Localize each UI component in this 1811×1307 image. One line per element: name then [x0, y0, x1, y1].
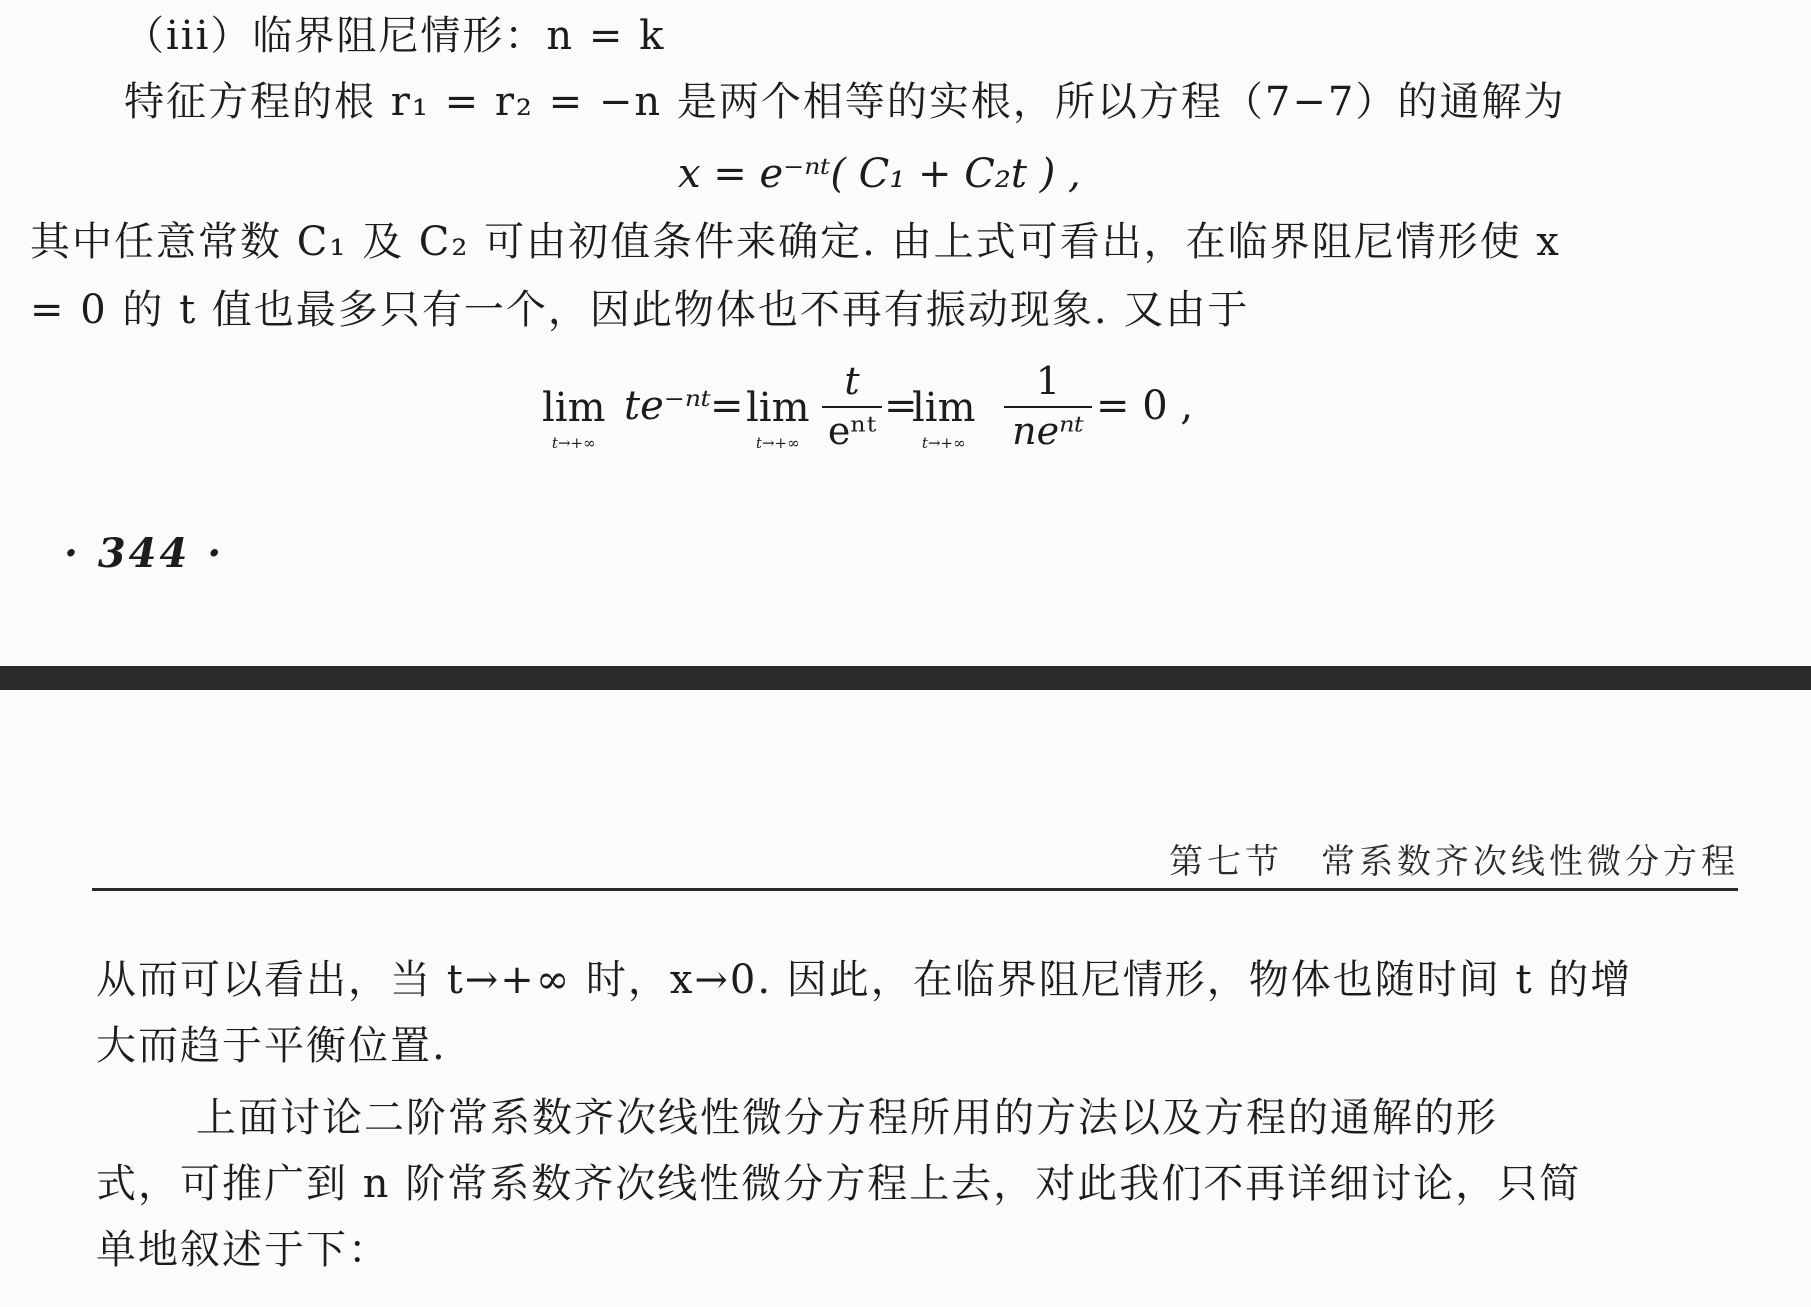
- limit-operator-3: [912, 385, 976, 452]
- text-line-1: 特征方程的根 r₁ = r₂ = −n 是两个相等的实根，所以方程（7−7）的通解为: [124, 79, 1566, 125]
- text-line-2: 其中任意常数 C₁ 及 C₂ 可由初值条件来确定. 由上式可看出，在临界阻尼情形使 x: [30, 219, 1561, 265]
- fraction-1-denominator: eⁿᵗ: [827, 409, 877, 453]
- fraction-2-numerator: 1: [1035, 359, 1061, 403]
- text-line-1: 从而可以看出，当 t→+∞ 时，x→0. 因此，在临界阻尼情形，物体也随时间 t 的增: [96, 957, 1633, 1003]
- text-line-4: 式，可推广到 n 阶常系数齐次线性微分方程上去，对此我们不再详细讨论，只简: [96, 1161, 1582, 1207]
- text-line-3: = 0 的 t 值也最多只有一个，因此物体也不再有振动现象. 又由于: [30, 287, 1250, 333]
- limit-result: = 0 ,: [1096, 383, 1194, 429]
- lim-subscript-2: t→+∞: [755, 434, 800, 452]
- lim-word-3: lim: [912, 385, 976, 431]
- fraction-1: [822, 359, 882, 453]
- text-line-5: 单地叙述于下：: [96, 1227, 390, 1273]
- lim-word-1: lim: [542, 385, 606, 431]
- lim-subscript-3: t→+∞: [921, 434, 966, 452]
- page-number: · 344 ·: [64, 530, 225, 577]
- limit-term-1: te⁻ⁿᵗ: [624, 383, 711, 429]
- general-solution-equation: x = e⁻ⁿᵗ( C₁ + C₂t ) ,: [678, 151, 1081, 197]
- text-line-2: 大而趋于平衡位置.: [96, 1023, 447, 1069]
- text-line-3: 上面讨论二阶常系数齐次线性微分方程所用的方法以及方程的通解的形: [196, 1095, 1498, 1141]
- fraction-2-denominator: neⁿᵗ: [1012, 409, 1084, 453]
- limit-operator-1: [542, 385, 606, 452]
- running-header: 第七节 常系数齐次线性微分方程: [1169, 842, 1739, 882]
- case-heading: （iii）临界阻尼情形：n = k: [124, 13, 666, 59]
- page-divider: [0, 666, 1811, 690]
- header-rule: [92, 888, 1738, 891]
- lim-subscript-1: t→+∞: [551, 434, 596, 452]
- fraction-2: [1004, 359, 1092, 453]
- fraction-1-numerator: t: [844, 359, 860, 403]
- lim-word-2: lim: [746, 385, 810, 431]
- equals-sign-1: =: [710, 383, 744, 429]
- limit-operator-2: [746, 385, 810, 452]
- equals-sign-2: =: [884, 383, 918, 429]
- bottom-page: [0, 690, 1811, 1307]
